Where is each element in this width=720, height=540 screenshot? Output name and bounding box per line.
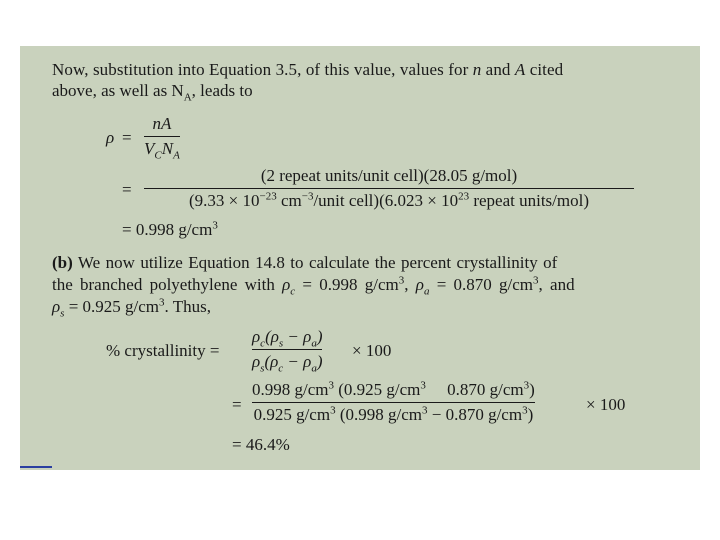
partb-line-3: $\rho_s = 0.925$ $g/cm^3$. Thus, — [52, 296, 211, 320]
eq5-equals: = — [232, 395, 242, 414]
eq1-equals: = — [122, 128, 132, 147]
eq5-denominator: 0.925 $g/cm^3$ (0.998 $g/cm^3 - 0.870$ $g/cm^3$) — [253, 404, 534, 424]
eq5-numerator: 0.998 $g/cm^3$ (0.925 $g/cm^3$ 0.870 $g/cm^3$) — [252, 379, 535, 399]
eq2-fraction — [144, 166, 634, 211]
eq4-times: × 100 — [352, 341, 392, 360]
eq1-fraction-bar — [144, 136, 180, 137]
eq4-lhs: % crystallinity = — [106, 341, 220, 360]
eq4-fraction-bar — [252, 349, 322, 350]
eq4-numerator: $\rho_c(\rho_s - \rho_a)$ — [252, 327, 323, 350]
eq2-fraction-bar — [144, 188, 634, 189]
eq5-fraction-bar — [252, 402, 535, 403]
intro-line-2: above, as well as $N_A$, leads to — [52, 81, 253, 104]
eq1-denominator: $V_CN_A$ — [144, 139, 180, 162]
eq1-fraction — [144, 114, 180, 162]
eq6-result: = 46.4% — [232, 435, 290, 454]
eq2-denominator: ($9.33 \times 10^{-23}$ $cm^{-3}$/unit cell)(6.023 × $10^{23}$ repeat units/mol) — [188, 190, 589, 210]
eq1-numerator: nA — [152, 114, 172, 133]
eq3-result: = 0.998 $g/cm^3$ — [122, 219, 218, 239]
eq5-times: × 100 — [586, 395, 626, 414]
partb-line-1: (b) We now utilize Equation 14.8 to calculate the percent crystallinity of — [52, 253, 558, 272]
eq2-equals: = — [122, 180, 132, 199]
eq5-fraction — [252, 380, 535, 425]
partb-line-2: the branched polyethylene with $\rho_c = 0.998$ $g/cm^3$, $\rho_a = 0.870$ $g/cm^3$, and — [52, 274, 575, 298]
eq1-rho: ρ — [106, 128, 115, 147]
eq4-fraction — [252, 327, 323, 375]
eq4-denominator: $\rho_s(\rho_c - \rho_a)$ — [252, 352, 323, 375]
eq2-numerator: (2 repeat units/unit cell)(28.05 g/mol) — [260, 166, 518, 185]
partb-label: (b) — [52, 253, 73, 272]
intro-line-1: Now, substitution into Equation 3.5, of this value, values for n and A cited — [52, 60, 564, 79]
accent-line — [20, 466, 52, 468]
